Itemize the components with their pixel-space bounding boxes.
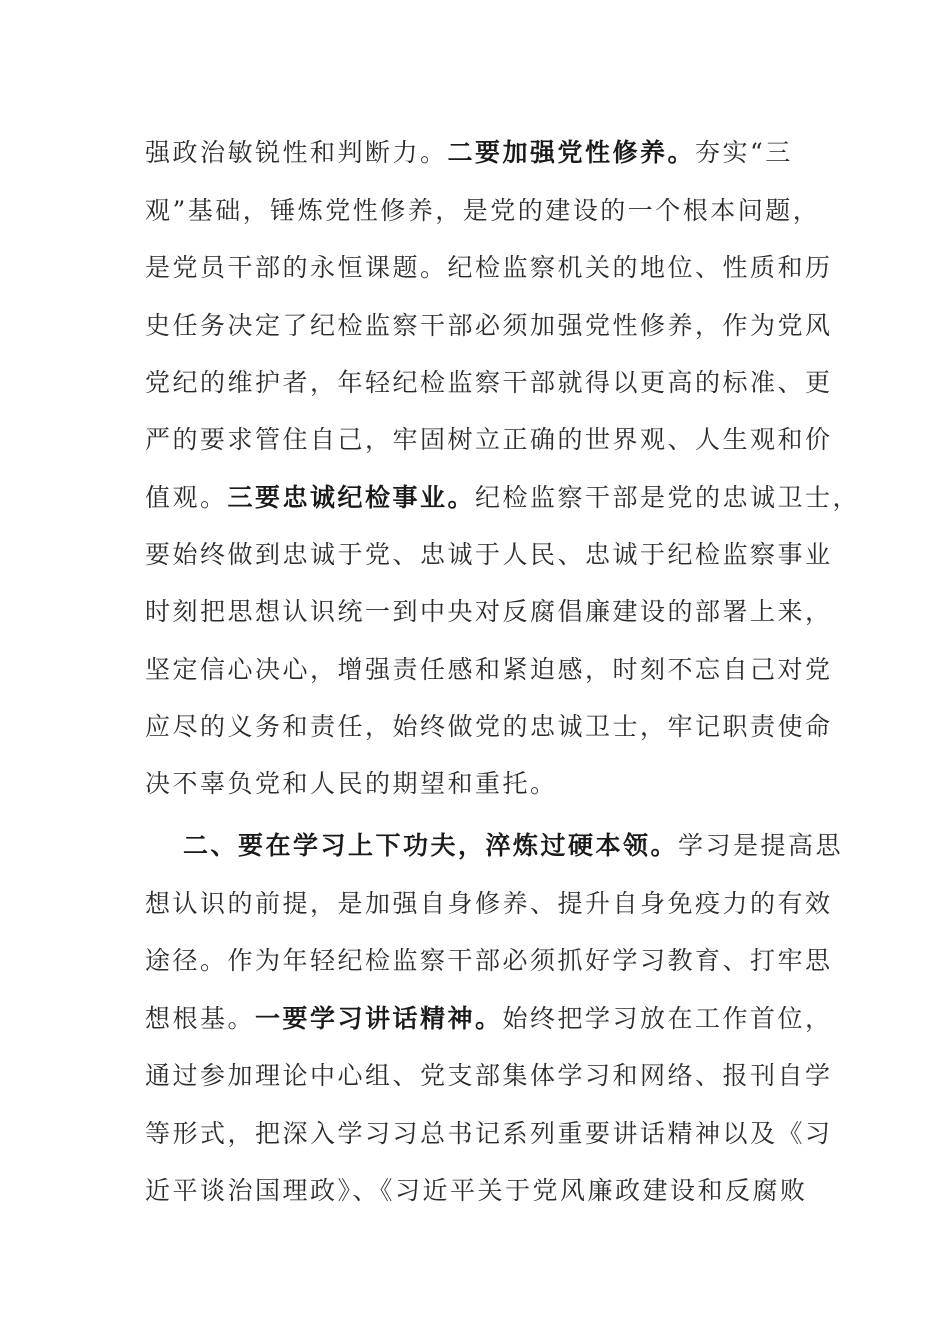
text-run: 决不辜负党和人民的期望和重托。 xyxy=(145,769,558,798)
text-run: 值观。 xyxy=(145,483,228,512)
text-run: 途径。作为年轻纪检监察干部必须抓好学习教育、打牢思 xyxy=(145,946,833,975)
text-line-4 xyxy=(145,311,833,341)
text-line-9 xyxy=(145,597,833,627)
text-line-19 xyxy=(145,1176,808,1206)
text-run: 近平谈治国理政》、《习近平关于党风廉政建设和反腐败 xyxy=(145,1176,808,1205)
text-run: 观”基础，锤炼党性修养，是党的建设的一个根本问题， xyxy=(145,196,821,225)
text-line-13 xyxy=(183,831,843,861)
text-line-17 xyxy=(145,1061,833,1091)
text-line-14 xyxy=(145,889,833,919)
text-run: 夯实“三 xyxy=(695,138,793,167)
text-run: 强政治敏锐性和判断力。 xyxy=(145,138,448,167)
text-line-3 xyxy=(145,253,833,283)
text-run: 是党员干部的永恒课题。纪检监察机关的地位、性质和历 xyxy=(145,253,833,282)
section-heading: 二、要在学习上下功夫，淬炼过硬本领。 xyxy=(183,831,679,860)
text-run: 应尽的义务和责任，始终做党的忠诚卫士，牢记职责使命 xyxy=(145,712,833,741)
bold-heading: 二要加强党性修养。 xyxy=(447,138,696,167)
text-line-16 xyxy=(145,1004,833,1034)
bold-heading: 一要学习讲话精神。 xyxy=(255,1004,503,1033)
text-line-1 xyxy=(145,138,793,168)
text-run: 坚定信心决心，增强责任感和紧迫感，时刻不忘自己对党 xyxy=(145,655,833,684)
text-run: 要始终做到忠诚于党、忠诚于人民、忠诚于纪检监察事业 xyxy=(145,540,833,569)
text-run: 纪检监察干部是党的忠诚卫士， xyxy=(475,483,861,512)
text-run: 想认识的前提，是加强自身修养、提升自身免疫力的有效 xyxy=(145,889,833,918)
text-run: 学习是提高思 xyxy=(678,831,844,860)
text-line-18 xyxy=(145,1119,833,1149)
text-run: 党纪的维护者，年轻纪检监察干部就得以更高的标准、更 xyxy=(145,368,833,397)
bold-heading: 三要忠诚纪检事业。 xyxy=(227,483,476,512)
text-line-10 xyxy=(145,655,833,685)
text-line-7 xyxy=(145,483,860,513)
text-line-2 xyxy=(145,196,820,226)
text-run: 想根基。 xyxy=(145,1004,256,1033)
text-line-12 xyxy=(145,769,558,799)
text-line-8 xyxy=(145,540,833,570)
text-line-5 xyxy=(145,368,833,398)
text-run: 史任务决定了纪检监察干部必须加强党性修养，作为党风 xyxy=(145,311,833,340)
text-line-6 xyxy=(145,425,833,455)
text-run: 始终把学习放在工作首位， xyxy=(502,1004,833,1033)
text-run: 通过参加理论中心组、党支部集体学习和网络、报刊自学 xyxy=(145,1061,833,1090)
text-run: 严的要求管住自己，牢固树立正确的世界观、人生观和价 xyxy=(145,425,833,454)
text-run: 时刻把思想认识统一到中央对反腐倡廉建设的部署上来， xyxy=(145,597,833,626)
text-line-11 xyxy=(145,712,833,742)
text-run: 等形式，把深入学习习总书记系列重要讲话精神以及《习 xyxy=(145,1119,833,1148)
text-line-15 xyxy=(145,946,833,976)
